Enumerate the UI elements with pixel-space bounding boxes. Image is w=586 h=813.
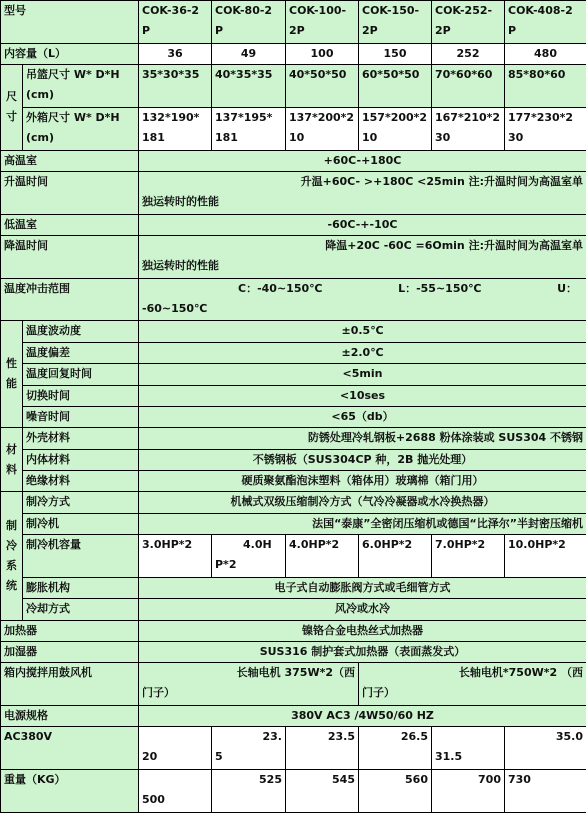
row-heat-time xyxy=(1,171,586,214)
material-label: 绝缘材料 xyxy=(23,471,139,492)
compressor-capacity-value: 4.0HP*2 xyxy=(286,535,359,578)
ac380v-value: 26.5 xyxy=(359,727,432,770)
ac380v-value: 35.0 xyxy=(505,727,586,770)
perf-value: <65（db） xyxy=(139,406,586,427)
compressor-capacity-value: 7.0HP*2 xyxy=(432,535,505,578)
capacity-value: 36 xyxy=(139,43,212,64)
capacity-value: 252 xyxy=(432,43,505,64)
fan-value-2: 长轴电机*750W*2 （西 门子） xyxy=(359,663,586,706)
humidifier-value: SUS316 制护套式加热器（表面蒸发式） xyxy=(139,641,586,662)
model-5: COK-252- 2P xyxy=(432,1,505,44)
perf-label: 温度回复时间 xyxy=(23,364,139,385)
cool-time-label: 降温时间 xyxy=(1,236,139,279)
shock-range-value: C：-40~150℃ L：-55~150℃ U： -60~150℃ xyxy=(139,278,586,321)
cool-time-value: 降温+20C -60C =6Omin 注:升温时间为高温室单 独运转时的性能 xyxy=(139,236,586,279)
outer-size-value: 137*200*2 10 xyxy=(286,107,359,150)
compressor-capacity-value: 10.0HP*2 xyxy=(505,535,586,578)
materials-group-label: 材 料 xyxy=(1,428,23,492)
high-temp-value: +60C-+180C xyxy=(139,150,586,171)
weight-value: 500 xyxy=(139,770,212,813)
basket-size-value: 70*60*60 xyxy=(432,65,505,108)
outer-size-value: 167*210*2 30 xyxy=(432,107,505,150)
row-low-temp xyxy=(1,214,586,235)
material-value: 不锈钢板（SUS304CP 种，2B 抛光处理） xyxy=(139,449,586,470)
row-compressor-capacity xyxy=(1,535,586,578)
shock-range-label: 温度冲击范围 xyxy=(1,278,139,321)
row-humidifier xyxy=(1,641,586,662)
basket-size-label: 吊篮尺寸 W* D*H (cm) xyxy=(23,65,139,108)
compressor-capacity-value: 3.0HP*2 xyxy=(139,535,212,578)
material-label: 外壳材料 xyxy=(23,428,139,449)
power-value: 380V AC3 /4W50/60 HZ xyxy=(139,705,586,726)
capacity-value: 49 xyxy=(212,43,286,64)
capacity-value: 150 xyxy=(359,43,432,64)
ac380v-value: 23. 5 xyxy=(212,727,286,770)
perf-label: 切换时间 xyxy=(23,385,139,406)
material-value: 硬质聚氨酯泡沫塑料（箱体用）玻璃棉（箱门用） xyxy=(139,471,586,492)
capacity-label: 内容量（L） xyxy=(1,43,139,64)
row-switch-time xyxy=(1,385,586,406)
perf-label: 温度偏差 xyxy=(23,342,139,363)
ac380v-value: 31.5 xyxy=(432,727,505,770)
basket-size-value: 35*30*35 xyxy=(139,65,212,108)
row-weight xyxy=(1,770,586,813)
power-label: 电源规格 xyxy=(1,705,139,726)
material-label: 内体材料 xyxy=(23,449,139,470)
row-outer-size xyxy=(1,107,586,150)
capacity-value: 100 xyxy=(286,43,359,64)
ac380v-value: 23.5 xyxy=(286,727,359,770)
row-cooling-method xyxy=(1,599,586,620)
row-compressor xyxy=(1,513,586,534)
refrigeration-method-label: 制冷方式 xyxy=(23,492,139,513)
model-6: COK-408-2 P xyxy=(505,1,586,44)
model-4: COK-150- 2P xyxy=(359,1,432,44)
fan-value-1: 长轴电机 375W*2（西 门子） xyxy=(139,663,359,706)
weight-value: 560 xyxy=(359,770,432,813)
row-inner-material xyxy=(1,449,586,470)
basket-size-value: 85*80*60 xyxy=(505,65,586,108)
cooling-method-value: 风冷或水冷 xyxy=(139,599,586,620)
model-3: COK-100- 2P xyxy=(286,1,359,44)
low-temp-value: -60C-+-10C xyxy=(139,214,586,235)
weight-value: 525 xyxy=(212,770,286,813)
high-temp-label: 高温室 xyxy=(1,150,139,171)
heat-time-label: 升温时间 xyxy=(1,171,139,214)
cooling-method-label: 冷却方式 xyxy=(23,599,139,620)
row-temp-deviation xyxy=(1,342,586,363)
outer-size-label: 外箱尺寸 W* D*H (cm) xyxy=(23,107,139,150)
heater-label: 加热器 xyxy=(1,620,139,641)
basket-size-value: 40*35*35 xyxy=(212,65,286,108)
ac380v-label: AC380V xyxy=(1,727,139,770)
row-power xyxy=(1,705,586,726)
performance-group-label: 性 能 xyxy=(1,321,23,428)
perf-label: 噪音时间 xyxy=(23,406,139,427)
row-temp-fluctuation xyxy=(1,321,586,342)
compressor-label: 制冷机 xyxy=(23,513,139,534)
refrigeration-group-label: 制 冷 系 统 xyxy=(1,492,23,620)
perf-value: <5min xyxy=(139,364,586,385)
basket-size-value: 60*50*50 xyxy=(359,65,432,108)
material-value: 防锈处理冷轧钢板+2688 粉体涂装或 SUS304 不锈钢 xyxy=(139,428,586,449)
row-temp-recovery xyxy=(1,364,586,385)
row-shock-range xyxy=(1,278,586,321)
fan-label: 箱内搅拌用鼓风机 xyxy=(1,663,139,706)
basket-size-value: 40*50*50 xyxy=(286,65,359,108)
perf-value: ±2.0℃ xyxy=(139,342,586,363)
heater-value: 镍铬合金电热丝式加热器 xyxy=(139,620,586,641)
row-fan xyxy=(1,663,586,706)
row-capacity xyxy=(1,43,586,64)
compressor-value: 法国“泰康”全密闭压缩机或德国“比泽尔”半封密压缩机 xyxy=(139,513,586,534)
row-cool-time xyxy=(1,236,586,279)
row-ac380v xyxy=(1,727,586,770)
outer-size-value: 177*230*2 30 xyxy=(505,107,586,150)
row-refrigeration-method xyxy=(1,492,586,513)
outer-size-value: 132*190* 181 xyxy=(139,107,212,150)
model-label: 型号 xyxy=(1,1,139,44)
outer-size-value: 157*200*2 10 xyxy=(359,107,432,150)
weight-label: 重量（KG） xyxy=(1,770,139,813)
outer-size-value: 137*195* 181 xyxy=(212,107,286,150)
row-insulation-material xyxy=(1,471,586,492)
perf-value: ±0.5℃ xyxy=(139,321,586,342)
humidifier-label: 加湿器 xyxy=(1,641,139,662)
perf-value: <10ses xyxy=(139,385,586,406)
compressor-capacity-value: 4.0H P*2 xyxy=(212,535,286,578)
weight-value: 545 xyxy=(286,770,359,813)
row-high-temp xyxy=(1,150,586,171)
compressor-capacity-value: 6.0HP*2 xyxy=(359,535,432,578)
row-shell-material xyxy=(1,428,586,449)
row-model xyxy=(1,1,586,44)
expansion-value: 电子式自动膨胀阀方式或毛细管方式 xyxy=(139,577,586,598)
low-temp-label: 低温室 xyxy=(1,214,139,235)
row-heater xyxy=(1,620,586,641)
compressor-capacity-label: 制冷机容量 xyxy=(23,535,139,578)
weight-value: 730 xyxy=(505,770,586,813)
refrigeration-method-value: 机械式双级压缩制冷方式（气冷冷凝器或水冷换热器） xyxy=(139,492,586,513)
row-expansion xyxy=(1,577,586,598)
model-2: COK-80-2 P xyxy=(212,1,286,44)
row-noise xyxy=(1,406,586,427)
ac380v-value: 20 xyxy=(139,727,212,770)
heat-time-value: 升温+60C- >+180C <25min 注:升温时间为高温室单 独运转时的性能 xyxy=(139,171,586,214)
model-1: COK-36-2 P xyxy=(139,1,212,44)
perf-label: 温度波动度 xyxy=(23,321,139,342)
capacity-value: 480 xyxy=(505,43,586,64)
row-basket-size xyxy=(1,65,586,108)
size-group-label: 尺 寸 xyxy=(1,65,23,150)
weight-value: 700 xyxy=(432,770,505,813)
expansion-label: 膨胀机构 xyxy=(23,577,139,598)
